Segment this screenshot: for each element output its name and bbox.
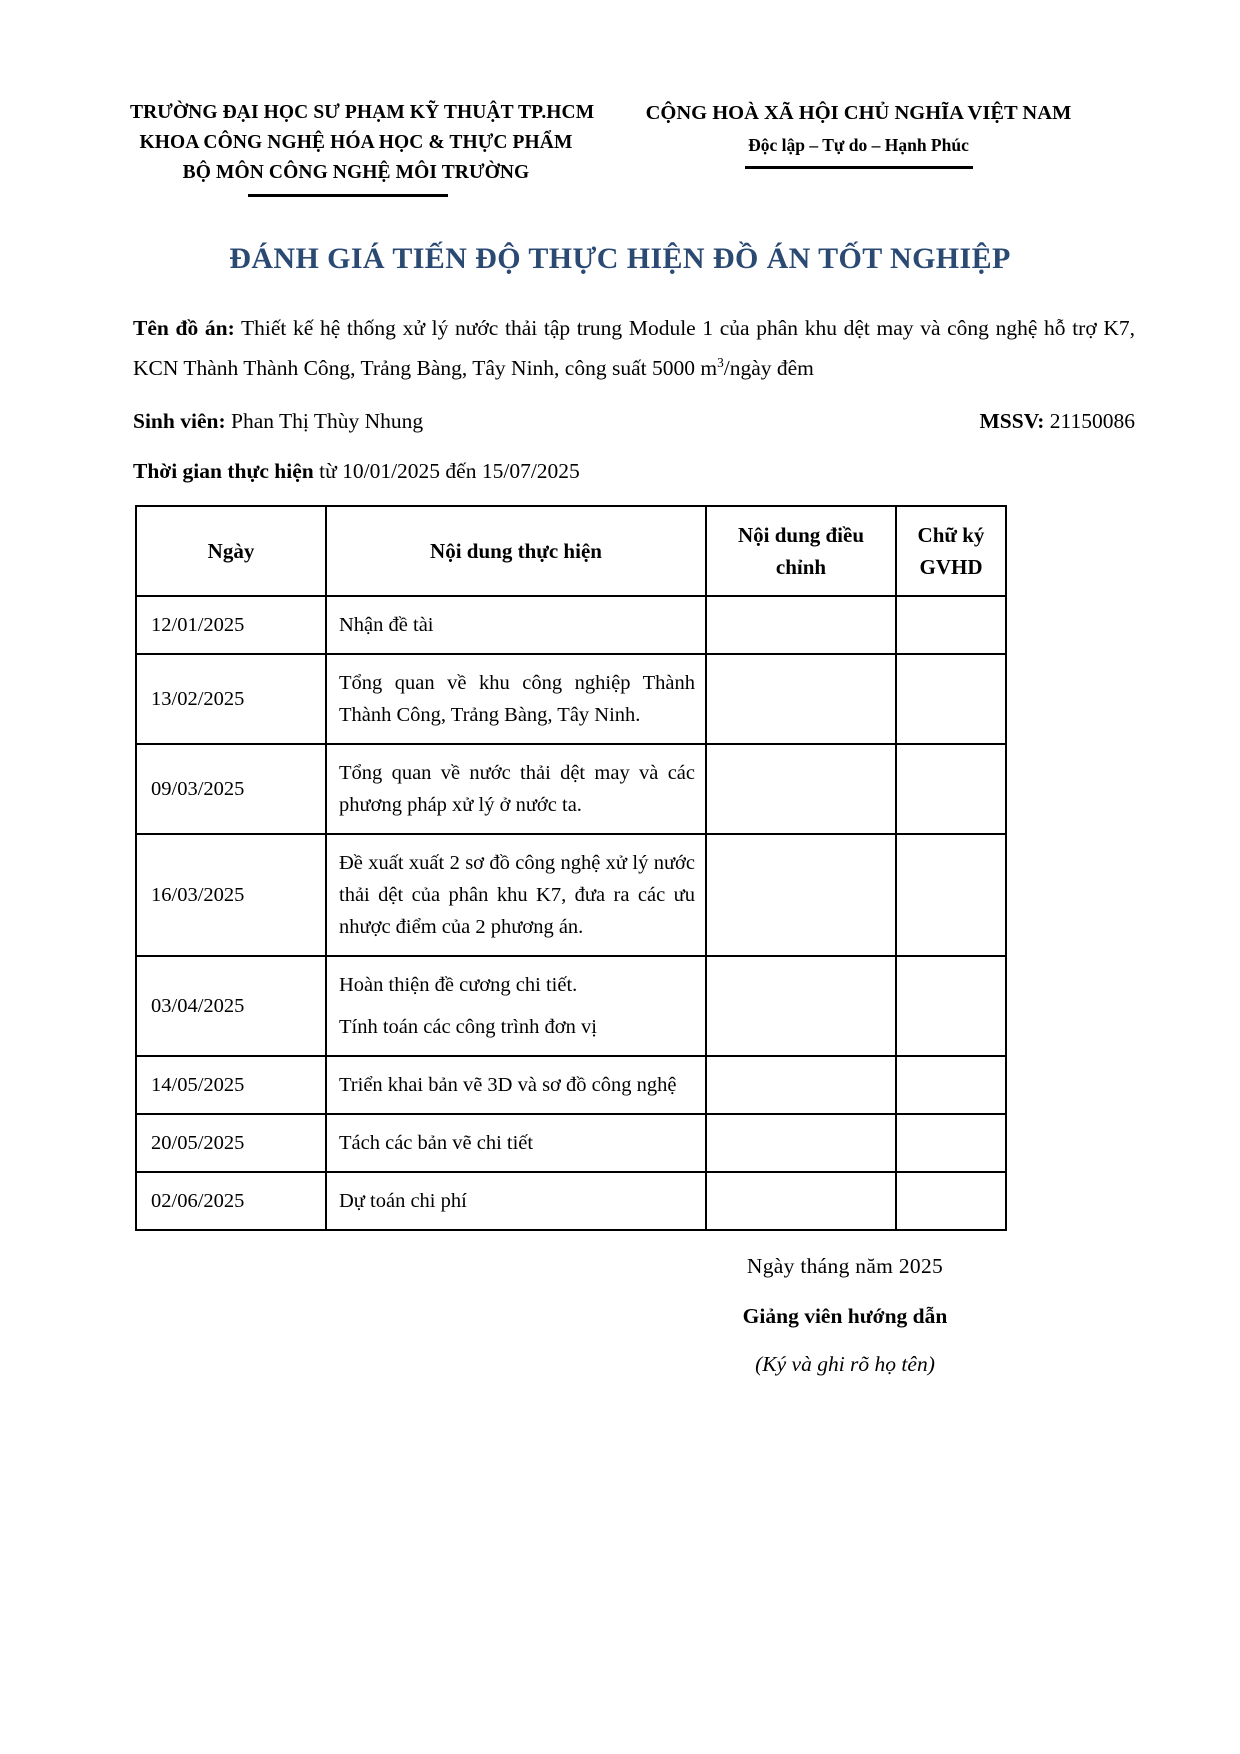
cell-content-line: Tổng quan về khu công nghiệp Thành Thành Công, Trảng Bàng, Tây Ninh. bbox=[339, 672, 695, 726]
cell-signature[interactable] bbox=[896, 654, 1006, 744]
column-header-adjustment: Nội dung điều chỉnh bbox=[706, 506, 896, 596]
mssv-label: MSSV: bbox=[979, 409, 1045, 433]
project-name-value: Thiết kế hệ thống xử lý nước thải tập trung Module 1 của phân khu dệt may và công nghệ hỗ trợ K7, KCN Thành Thành Công, Trảng Bàng, Tây Ninh, công suất 5000 m bbox=[133, 316, 1135, 380]
table-row bbox=[136, 834, 1006, 956]
thesis-meta bbox=[0, 308, 1240, 491]
cell-date: 13/02/2025 bbox=[136, 654, 326, 744]
cell-adjustment[interactable] bbox=[706, 596, 896, 654]
cell-signature[interactable] bbox=[896, 1056, 1006, 1114]
cell-signature[interactable] bbox=[896, 1114, 1006, 1172]
project-name-label: Tên đồ án: bbox=[133, 316, 235, 340]
cell-adjustment[interactable] bbox=[706, 744, 896, 834]
table-row bbox=[136, 1172, 1006, 1230]
student-value: Phan Thị Thùy Nhung bbox=[230, 409, 424, 433]
cell-adjustment[interactable] bbox=[706, 1114, 896, 1172]
institution-underline bbox=[248, 194, 448, 197]
column-header-signature: Chữ ký GVHD bbox=[896, 506, 1006, 596]
student-id-info bbox=[980, 401, 1136, 441]
page-title: ĐÁNH GIÁ TIẾN ĐỘ THỰC HIỆN ĐỒ ÁN TỐT NGHIỆP bbox=[229, 242, 1011, 275]
signature-instruction: (Ký và ghi rõ họ tên) bbox=[755, 1352, 935, 1376]
cell-date: 16/03/2025 bbox=[136, 834, 326, 956]
cell-date: 12/01/2025 bbox=[136, 596, 326, 654]
cell-content-line: Đề xuất xuất 2 sơ đồ công nghệ xử lý nước thải dệt của phân khu K7, đưa ra các ưu nhược điểm của 2 phương án. bbox=[339, 852, 695, 938]
column-header-content: Nội dung thực hiện bbox=[326, 506, 706, 596]
column-header-date: Ngày bbox=[136, 506, 326, 596]
faculty-name: KHOA CÔNG NGHỆ HÓA HỌC & THỰC PHẨM bbox=[139, 132, 573, 153]
cell-adjustment[interactable] bbox=[706, 834, 896, 956]
cell-date: 02/06/2025 bbox=[136, 1172, 326, 1230]
table-row bbox=[136, 596, 1006, 654]
timeframe-row bbox=[133, 451, 1135, 491]
project-name-superscript: 3 bbox=[717, 354, 724, 370]
country-name: CỘNG HOÀ XÃ HỘI CHỦ NGHĨA VIỆT NAM bbox=[645, 102, 1072, 124]
signature-block bbox=[0, 1249, 1240, 1381]
cell-date: 20/05/2025 bbox=[136, 1114, 326, 1172]
institution-block bbox=[130, 98, 595, 197]
progress-table-head bbox=[136, 506, 1006, 596]
cell-date: 03/04/2025 bbox=[136, 956, 326, 1056]
cell-adjustment[interactable] bbox=[706, 654, 896, 744]
table-row bbox=[136, 654, 1006, 744]
cell-content-line: Hoàn thiện đề cương chi tiết. bbox=[339, 974, 578, 996]
project-name-row bbox=[133, 308, 1135, 388]
motto-underline bbox=[745, 166, 973, 169]
cell-signature[interactable] bbox=[896, 596, 1006, 654]
signature-inner bbox=[635, 1249, 1055, 1381]
cell-adjustment[interactable] bbox=[706, 956, 896, 1056]
progress-table bbox=[135, 505, 1007, 1231]
table-header-row bbox=[136, 506, 1006, 596]
table-row bbox=[136, 1114, 1006, 1172]
cell-signature[interactable] bbox=[896, 834, 1006, 956]
cell-content-line: Tổng quan về nước thải dệt may và các phương pháp xử lý ở nước ta. bbox=[339, 762, 695, 816]
student-row bbox=[133, 401, 1135, 441]
table-row bbox=[136, 956, 1006, 1056]
cell-content bbox=[326, 654, 706, 744]
cell-signature[interactable] bbox=[896, 1172, 1006, 1230]
department-name: BỘ MÔN CÔNG NGHỆ MÔI TRƯỜNG bbox=[182, 162, 530, 183]
table-row bbox=[136, 744, 1006, 834]
signature-date-line: Ngày tháng năm 2025 bbox=[746, 1254, 944, 1278]
cell-content-line: Dự toán chi phí bbox=[339, 1190, 467, 1212]
project-name-unit: /ngày đêm bbox=[723, 356, 814, 380]
university-name: TRƯỜNG ĐẠI HỌC SƯ PHẠM KỸ THUẬT TP.HCM bbox=[130, 102, 595, 123]
cell-content-line: Nhận đề tài bbox=[339, 614, 434, 636]
cell-content bbox=[326, 744, 706, 834]
timeframe-label: Thời gian thực hiện bbox=[133, 459, 314, 483]
cell-content bbox=[326, 596, 706, 654]
national-motto: Độc lập – Tự do – Hạnh Phúc bbox=[748, 135, 969, 155]
cell-date: 14/05/2025 bbox=[136, 1056, 326, 1114]
cell-signature[interactable] bbox=[896, 956, 1006, 1056]
cell-content bbox=[326, 1172, 706, 1230]
cell-content-line: Tách các bản vẽ chi tiết bbox=[339, 1132, 534, 1154]
progress-table-body bbox=[136, 596, 1006, 1230]
national-heading-block bbox=[582, 98, 1135, 169]
student-label: Sinh viên: bbox=[133, 409, 226, 433]
mssv-value: 21150086 bbox=[1049, 409, 1135, 433]
cell-adjustment[interactable] bbox=[706, 1172, 896, 1230]
cell-signature[interactable] bbox=[896, 744, 1006, 834]
cell-content-line: Tính toán các công trình đơn vị bbox=[339, 1016, 597, 1038]
cell-content bbox=[326, 956, 706, 1056]
cell-adjustment[interactable] bbox=[706, 1056, 896, 1114]
timeframe-value: từ 10/01/2025 đến 15/07/2025 bbox=[319, 459, 580, 483]
document-header bbox=[0, 0, 1240, 197]
cell-content-line: Triển khai bản vẽ 3D và sơ đồ công nghệ bbox=[339, 1074, 677, 1096]
cell-content bbox=[326, 834, 706, 956]
supervisor-role: Giảng viên hướng dẫn bbox=[742, 1304, 948, 1328]
cell-content bbox=[326, 1114, 706, 1172]
cell-content bbox=[326, 1056, 706, 1114]
table-row bbox=[136, 1056, 1006, 1114]
student-info bbox=[133, 401, 423, 441]
cell-date: 09/03/2025 bbox=[136, 744, 326, 834]
